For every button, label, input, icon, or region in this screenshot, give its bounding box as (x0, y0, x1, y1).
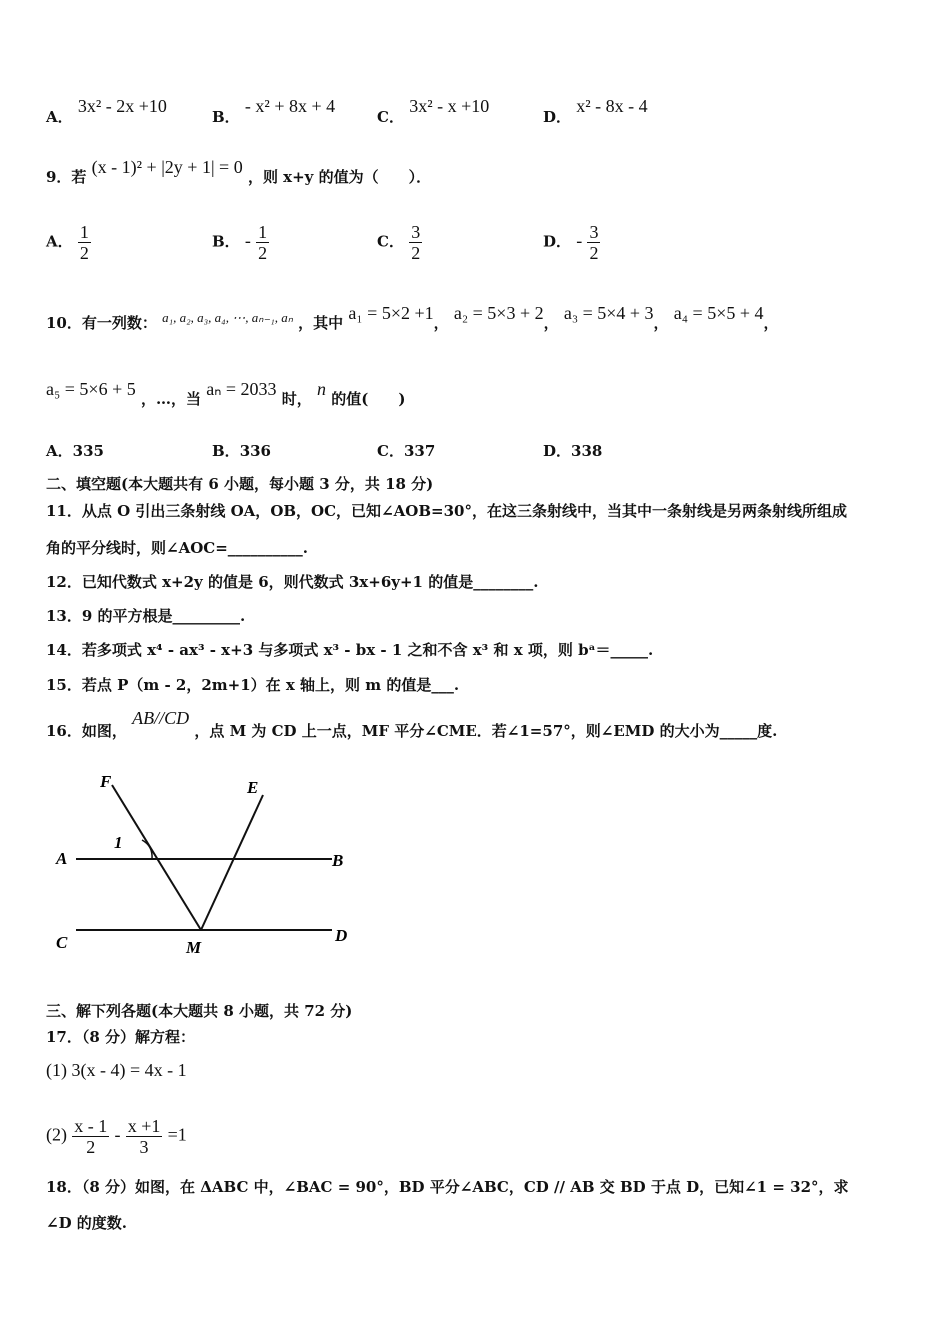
q9-prefix: 9．若 (46, 168, 87, 186)
option-label: D． (543, 442, 572, 460)
q17-equation-1 (46, 1060, 187, 1081)
option-sign: - (576, 230, 583, 251)
q10-n: n (317, 379, 326, 399)
q10-term-3: a₃ = 5×4 + 3 (563, 303, 654, 323)
q9-option-b (212, 222, 269, 263)
q10-stem-line2 (46, 379, 406, 409)
q10-time: 时， (281, 390, 312, 408)
fraction-numerator: 3 (411, 222, 421, 242)
option-value: 338 (571, 442, 603, 460)
option-fraction (587, 222, 600, 263)
option-fraction (409, 222, 422, 263)
label-d: D (335, 926, 348, 945)
q10-option-a (46, 440, 104, 461)
option-sign: - (244, 230, 251, 251)
fraction-numerator: x +1 (127, 1116, 161, 1136)
label-b: B (332, 851, 344, 870)
label-e: E (247, 778, 259, 797)
fraction-numerator: 1 (79, 222, 89, 242)
q16-figure (50, 768, 360, 972)
q13: 13．9 的平方根是_________. (46, 607, 246, 625)
option-value: 336 (239, 442, 271, 460)
q10-term-2: a₂ = 5×3 + 2 (453, 303, 544, 323)
q8-option-b (212, 96, 336, 127)
q10-mid: ，其中 (298, 314, 344, 332)
angle-1-arc (142, 840, 152, 859)
fraction-denominator: 2 (86, 1137, 96, 1157)
q10-an: aₙ = 2033 (206, 379, 277, 399)
q18-line2: ∠D 的度数. (46, 1214, 128, 1232)
label-m: M (186, 938, 202, 957)
q9-condition: (x - 1)² + |2y + 1| = 0 (91, 157, 243, 177)
equation-2-rhs: =1 (167, 1124, 187, 1145)
q10-dots: ，…，当 (140, 390, 201, 408)
q16-prefix: 16．如图， (46, 722, 127, 740)
option-expr: 3x² - x +10 (409, 96, 490, 116)
option-expr: 3x² - 2x +10 (77, 96, 167, 116)
fraction-denominator: 2 (79, 243, 89, 263)
q12: 12．已知代数式 x+2y 的值是 6，则代数式 3x+6y+1 的值是________. (46, 573, 539, 591)
q10-prefix: 10．有一列数： (46, 314, 157, 332)
ray-me (201, 795, 263, 930)
q17-title: 17．（8 分）解方程： (46, 1028, 196, 1046)
option-label: C． (377, 108, 404, 126)
q9-suffix: ，则 x+y 的值为（ ）． (247, 168, 432, 186)
fraction-denominator: 2 (589, 243, 599, 263)
option-expr: x² - 8x - 4 (576, 96, 648, 116)
option-value: 335 (72, 442, 104, 460)
q10-end: 的值( ) (331, 390, 406, 408)
option-label: B． (212, 232, 240, 251)
q11-line2: 角的平分线时，则∠AOC=__________. (46, 539, 309, 557)
ray-mf (112, 785, 201, 930)
q14: 14．若多项式 x⁴ - ax³ - x+3 与多项式 x³ - bx - 1 之和不含 x³ 和 x 项，则 bᵃ＝_____. (46, 641, 654, 659)
option-expr: - x² + 8x + 4 (244, 96, 336, 116)
option-label: C． (377, 232, 404, 251)
q16-suffix: ，点 M 为 CD 上一点，MF 平分∠CME．若∠1=57°，则∠EMD 的大小为_____度. (194, 722, 778, 740)
q16-expr: AB//CD (132, 708, 190, 728)
fraction-denominator: 3 (139, 1137, 149, 1157)
equation-1: (1) 3(x - 4) = 4x - 1 (46, 1060, 187, 1080)
q11-line1: 11．从点 O 引出三条射线 OA，OB，OC，已知∠AOB=30°，在这三条射线中，当其中一条射线是另两条射线所组成 (46, 502, 847, 520)
q9-stem (46, 157, 432, 187)
equation-2-operator: - (114, 1124, 121, 1145)
q10-option-b (212, 440, 271, 461)
option-label: A． (46, 108, 73, 126)
q10-option-c (377, 440, 435, 461)
fraction-numerator: x - 1 (74, 1116, 108, 1136)
option-label: C． (377, 442, 404, 460)
fraction-numerator: 1 (258, 222, 268, 242)
q10-a5: a₅ = 5×6 + 5 (46, 379, 136, 399)
q10-sequence: a₁, a₂, a₃, a₄, ⋯, aₙ₋₁, aₙ (162, 310, 293, 325)
fraction-2 (126, 1116, 163, 1157)
option-label: A． (46, 442, 73, 460)
option-label: A． (46, 232, 73, 251)
q15: 15．若点 P（m - 2，2m+1）在 x 轴上，则 m 的值是___. (46, 676, 460, 694)
q9-option-d (543, 222, 600, 263)
label-f: F (100, 772, 112, 791)
label-c: C (56, 933, 68, 952)
fraction-denominator: 2 (258, 243, 268, 263)
q16 (46, 708, 778, 741)
geometry-diagram (50, 768, 360, 968)
q9-option-c (377, 222, 422, 263)
label-a: A (56, 849, 68, 868)
equation-2-label: (2) (46, 1124, 67, 1145)
q10-option-d (543, 440, 602, 461)
section-2-title: 二、填空题(本大题共有 6 小题，每小题 3 分，共 18 分) (46, 475, 434, 493)
q18-line1: 18．（8 分）如图，在 ΔABC 中，∠BAC = 90°，BD 平分∠ABC，CD // AB 交 BD 于点 D，已知∠1 = 32°，求 (46, 1178, 849, 1196)
option-label: B． (212, 108, 240, 126)
fraction-denominator: 2 (411, 243, 421, 263)
q8-option-c (377, 96, 490, 127)
fraction-1 (72, 1116, 109, 1157)
option-label: B． (212, 442, 240, 460)
q10-stem-line1: 10．有一列数： a₁, a₂, a₃, a₄, ⋯, aₙ₋₁, aₙ ，其中 a₁ = 5×2 +1， a₂ = 5×3 + 2， a₃ = 5×4 + 3， a₄ = 5×5 + 4， (46, 303, 779, 332)
q8-option-d (543, 96, 648, 127)
section-3-title: 三、解下列各题(本大题共 8 小题，共 72 分) (46, 1002, 353, 1020)
q9-option-a (46, 222, 91, 263)
q10-term-4: a₄ = 5×5 + 4 (673, 303, 764, 323)
option-label: D． (543, 232, 572, 251)
q8-option-a (46, 96, 167, 127)
option-label: D． (543, 108, 572, 126)
label-angle-1: 1 (114, 833, 123, 852)
fraction-numerator: 3 (589, 222, 599, 242)
option-fraction (78, 222, 91, 263)
q17-equation-2 (46, 1116, 187, 1157)
q10-term-1: a₁ = 5×2 +1 (348, 303, 434, 323)
option-fraction (256, 222, 269, 263)
option-value: 337 (403, 442, 436, 460)
